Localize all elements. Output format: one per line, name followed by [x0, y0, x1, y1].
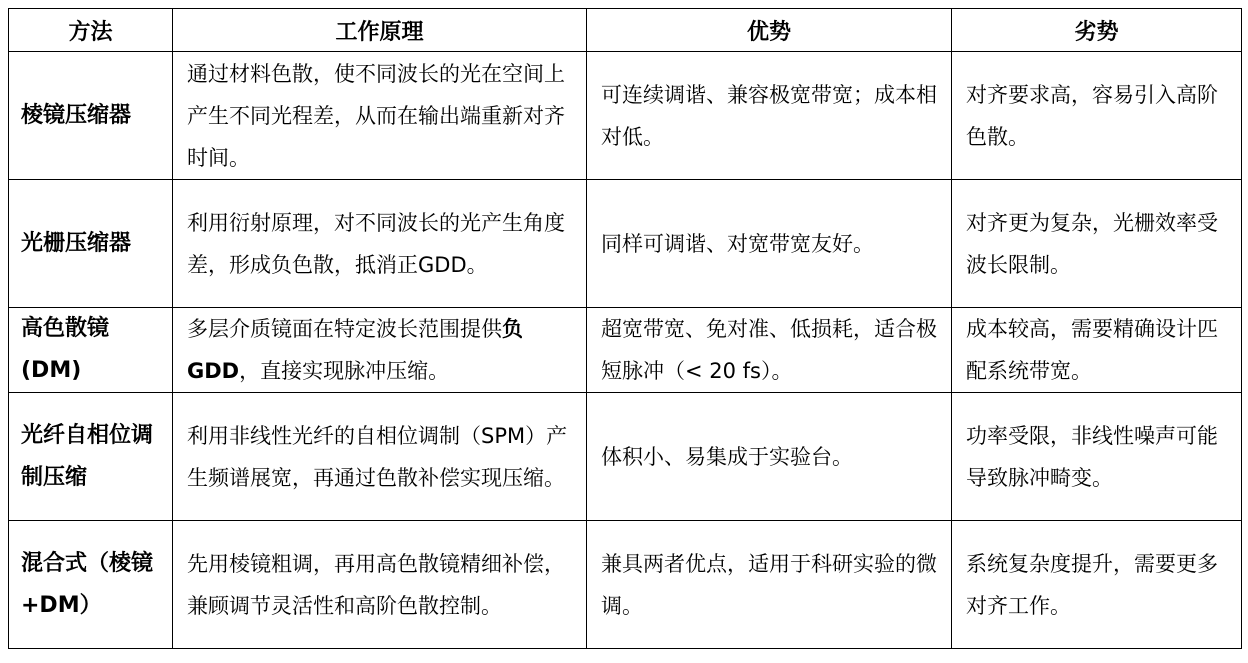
method-cell: 棱镜压缩器 [9, 52, 173, 180]
header-principle: 工作原理 [173, 9, 587, 52]
principle-cell: 利用衍射原理，对不同波长的光产生角度差，形成负色散，抵消正GDD。 [173, 180, 587, 308]
header-advantage: 优势 [587, 9, 952, 52]
principle-cell [173, 308, 587, 393]
disadvantage-cell: 功率受限，非线性噪声可能导致脉冲畸变。 [952, 393, 1242, 521]
principle-cell: 先用棱镜粗调，再用高色散镜精细补偿，兼顾调节灵活性和高阶色散控制。 [173, 521, 587, 649]
method-cell: 光栅压缩器 [9, 180, 173, 308]
principle-text: ，直接实现脉冲压缩。 [239, 359, 450, 383]
comparison-table [8, 8, 1242, 649]
principle-cell: 通过材料色散，使不同波长的光在空间上产生不同光程差，从而在输出端重新对齐时间。 [173, 52, 587, 180]
advantage-cell: 同样可调谐、对宽带宽友好。 [587, 180, 952, 308]
header-method: 方法 [9, 9, 173, 52]
advantage-cell: 超宽带宽、免对准、低损耗，适合极短脉冲（< 20 fs）。 [587, 308, 952, 393]
method-cell: 高色散镜 (DM) [9, 308, 173, 393]
table-row [9, 393, 1242, 521]
disadvantage-cell: 成本较高，需要精确设计匹配系统带宽。 [952, 308, 1242, 393]
method-cell: 光纤自相位调制压缩 [9, 393, 173, 521]
principle-text: 多层介质镜面在特定波长范围提供 [187, 317, 502, 341]
table-row [9, 180, 1242, 308]
disadvantage-cell: 对齐更为复杂，光栅效率受波长限制。 [952, 180, 1242, 308]
disadvantage-cell: 系统复杂度提升，需要更多对齐工作。 [952, 521, 1242, 649]
advantage-cell: 体积小、易集成于实验台。 [587, 393, 952, 521]
method-cell: 混合式（棱镜+DM） [9, 521, 173, 649]
table-row [9, 52, 1242, 180]
table-row [9, 521, 1242, 649]
disadvantage-cell: 对齐要求高，容易引入高阶色散。 [952, 52, 1242, 180]
table-row [9, 308, 1242, 393]
header-disadvantage: 劣势 [952, 9, 1242, 52]
principle-bold-text: 负 GDD [187, 317, 523, 383]
principle-cell: 利用非线性光纤的自相位调制（SPM）产生频谱展宽，再通过色散补偿实现压缩。 [173, 393, 587, 521]
table-header-row [9, 9, 1242, 52]
advantage-cell: 兼具两者优点，适用于科研实验的微调。 [587, 521, 952, 649]
advantage-cell: 可连续调谐、兼容极宽带宽；成本相对低。 [587, 52, 952, 180]
